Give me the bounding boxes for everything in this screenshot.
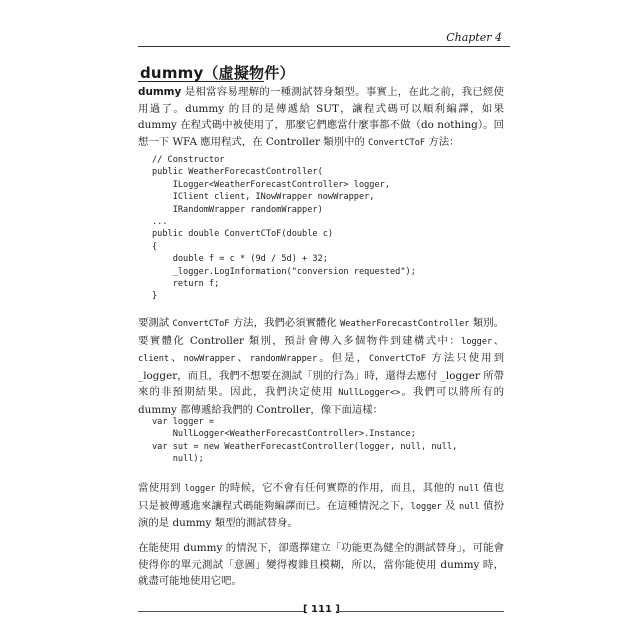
code-line: return f; — [152, 279, 220, 290]
chapter-label: Chapter 4 — [446, 31, 502, 44]
text-run: 。但是， — [317, 352, 370, 364]
code-line: ... — [152, 217, 168, 228]
inline-code: ConvertCToF — [172, 319, 230, 329]
inline-code: client — [138, 354, 170, 364]
dummy-term: dummy — [138, 86, 182, 98]
paragraph-testing — [138, 315, 504, 418]
text-run: 、 — [492, 334, 505, 347]
code-line: { — [152, 241, 158, 252]
code-line: var sut = new WeatherForecastController(logger, null, null, — [152, 441, 458, 452]
code-line: NullLogger<WeatherForecastController>.Instance; — [152, 429, 416, 440]
text-run: 方法： — [425, 135, 460, 148]
code-line: public WeatherForecastController( — [152, 167, 323, 178]
code-line: var logger = — [152, 417, 215, 427]
inline-code: randomWrapper — [249, 354, 318, 364]
inline-code: logger — [410, 501, 442, 512]
text-run: 、 — [169, 352, 184, 364]
paragraph-conclusion: 在能使用 dummy 的情況下，卻選擇建立「功能更為健全的測試替身」，可能會使得你的單元測試「意圖」變得複雜且模糊，所以，當你能使用 dummy 時，就盡可能地使用它吧。 — [138, 542, 504, 587]
code-line: null); — [152, 454, 204, 465]
footer-rule-left — [138, 611, 304, 612]
header-rule — [138, 46, 510, 47]
section-title-underline — [138, 81, 264, 82]
paragraph-intro — [138, 84, 504, 151]
inline-code: ConvertCToF — [369, 354, 426, 364]
text-run: 的時候，它不會有任何實際的作用，而且，其他的 — [215, 482, 459, 494]
inline-code: logger — [461, 336, 493, 347]
code-line: double f = c * (9d / 5d) + 32; — [152, 254, 328, 265]
text-run: 要測試 — [138, 317, 173, 329]
code-line: ILogger<WeatherForecastController> logger, — [152, 179, 390, 190]
inline-code: null — [459, 501, 480, 512]
paragraph-logger — [138, 480, 504, 532]
page-number: [ 111 ] — [303, 604, 340, 615]
text-run: 類別。要實體化 Controller 類別，預計會傳入多個物件到建構式中： — [138, 317, 504, 347]
inline-code: null — [458, 484, 480, 494]
text-run: 值扮演的是 dummy 類型的測試替身。 — [138, 499, 504, 529]
inline-code: ConvertCToF — [368, 137, 426, 148]
footer-rule-right — [336, 611, 504, 612]
code-block-controller — [152, 154, 492, 303]
code-line: public double ConvertCToF(double c) — [152, 229, 334, 240]
section-title: dummy（虛擬物件） — [140, 64, 295, 82]
text-run: 。我們可以將所有的 dummy 都傳遞給我們的 Controller，像下面這樣： — [138, 386, 504, 416]
text-run: 方法只使用到 _logger，而且，我們不想要在測試「別的行為」時，還得去應付 _logger 所帶來的非預期結果。因此，我們決定使用 — [138, 352, 505, 398]
code-line: IClient client, INowWrapper nowWrapper, — [152, 192, 375, 203]
inline-code: WeatherForecastController — [340, 319, 470, 329]
text-run: 是相當容易理解的一種測試替身類型。事實上，在此之前，我已經使用過了。dummy 的目的是傳遞給 SUT，讓程式碼可以順利編譯，如果 dummy 在程式碼中被使用了，那麼它們應當什麼事都不做（do nothing）。回想一下 WFA 應用程式，在 Controller 類別中的 — [138, 86, 504, 148]
code-line: _logger.LogInformation("conversion requested"); — [152, 266, 416, 277]
code-line: // Constructor — [152, 155, 225, 165]
inline-code: logger — [184, 484, 216, 494]
inline-code: nowWrapper — [183, 354, 236, 364]
code-line: } — [152, 291, 158, 302]
text-run: 方法，我們必須實體化 — [229, 317, 341, 329]
code-block-sut — [152, 416, 492, 466]
text-run: 、 — [235, 352, 250, 364]
text-run: 當使用到 — [138, 482, 185, 494]
text-run: 及 — [441, 499, 460, 512]
inline-code: NullLogger<> — [338, 388, 401, 398]
code-line: IRandomWrapper randomWrapper) — [152, 204, 323, 215]
text-run: 值也只是被傳遞進來讓程式碼能夠編譯而已。在這種情況之下， — [138, 482, 504, 512]
